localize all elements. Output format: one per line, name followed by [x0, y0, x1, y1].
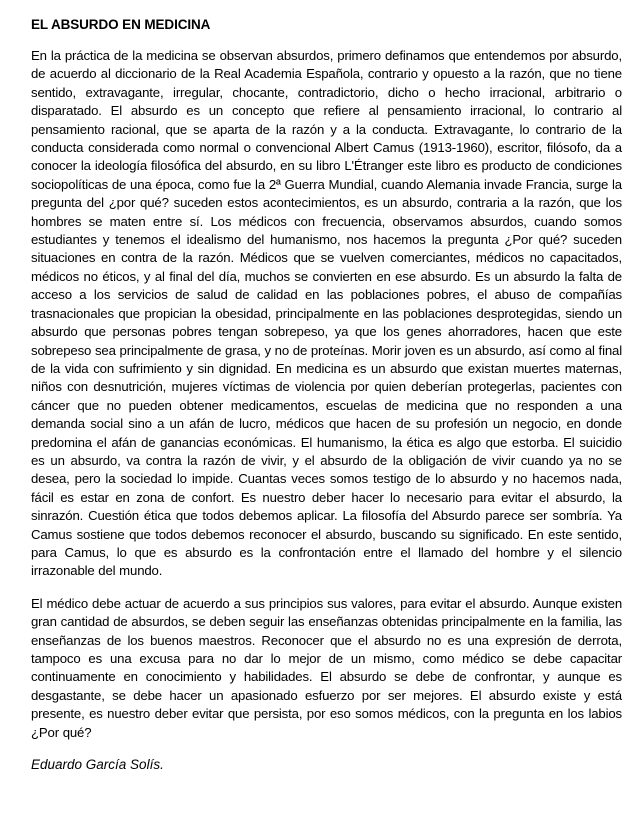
- document-page: [31, 17, 622, 774]
- document-title: EL ABSURDO EN MEDICINA: [31, 17, 211, 32]
- paragraph-1: En la práctica de la medicina se observan absurdos, primero definamos que entendemos por absurdo, de acuerdo al diccionario de la Real Academia Española, contrario y opuesto a la razón, que no tiene sentido, extravagante, irregular, chocante, contradictorio, dicho o hecho irracional, arbitrario o disparatado. El absurdo es un concepto que refiere al pensamiento irracional, lo contrario al pensamiento racional, que se aparta de la razón y a la conducta. Extravagante, lo contrario de la conducta considerada como normal o convencional Albert Camus (1913-1960), escritor, filósofo, da a conocer la ideología filosófica del absurdo, en su libro L'Étranger este libro es producto de condiciones sociopolíticas de una época, como fue la 2ª Guerra Mundial, cuando Alemania invade Francia, surge la pregunta del ¿por qué? suceden estos acontecimientos, es un absurdo, contraria a la razón, que los hombres se maten entre sí. Los médicos con frecuencia, observamos absurdos, cuando somos estudiantes y tenemos el idealismo del humanismo, nos hacemos la pregunta ¿Por qué? suceden situaciones en contra de la razón. Médicos que se vuelven comerciantes, médicos no capacitados, médicos no éticos, y al final del día, muchos se convierten en ese absurdo. Es un absurdo la falta de acceso a los servicios de salud de calidad en las poblaciones pobres, el abuso de compañías trasnacionales que propician la obesidad, principalmente en las poblaciones desprotegidas, siendo un absurdo que personas pobres tengan sobrepeso, ya que los genes ahorradores, hacen que este sobrepeso sea principalmente de grasa, y no de proteínas. Morir joven es un absurdo, así como al final de la vida con sufrimiento y sin dignidad. En medicina es un absurdo que existan muertes maternas, niños con desnutrición, mujeres víctimas de violencia por quien deberían protegerlas, pacientes con cáncer que no pueden obtener medicamentos, escuelas de medicina que no responden a una demanda social sino a un afán de lucro, médicos que hacen de su profesión un negocio, en donde predomina el afán de ganancias económicas. El humanismo, la ética es algo que estorba. El suicidio es un absurdo, va contra la razón de vivir, y el absurdo de la obligación de vivir cuando ya no se desea, pero la sociedad lo impide. Cuantas veces somos testigo de lo absurdo y no hacemos nada, fácil es estar en zona de confort. Es nuestro deber hacer lo necesario para evitar el absurdo, la sinrazón. Cuestión ética que todos debemos aplicar. La filosofía del Absurdo parece ser sombría. Ya Camus sostiene que todos debemos reconocer el absurdo, buscando su significado. En este sentido, para Camus, lo que es absurdo es la confrontación entre el llamado del hombre y el silencio irrazonable del mundo.: [31, 48, 622, 579]
- paragraph-2: El médico debe actuar de acuerdo a sus principios sus valores, para evitar el absurdo. Aunque existen gran cantidad de absurdos, se deben seguir las enseñanzas obtenidas principalmente en la familia, las enseñanzas de los buenos maestros. Reconocer que el absurdo no es una expresión de derrota, tampoco es una excusa para no dar lo mejor de un mismo, como médico se debe capacitar continuamente en conocimiento y habilidades. El absurdo se debe de confrontar, y aunque es desgastante, se debe hacer un apasionado esfuerzo por ser mejores. El absurdo existe y está presente, es nuestro deber evitar que persista, por eso somos médicos, con la pregunta en los labios ¿Por qué?: [31, 595, 622, 740]
- author-signature: Eduardo García Solís.: [31, 757, 164, 773]
